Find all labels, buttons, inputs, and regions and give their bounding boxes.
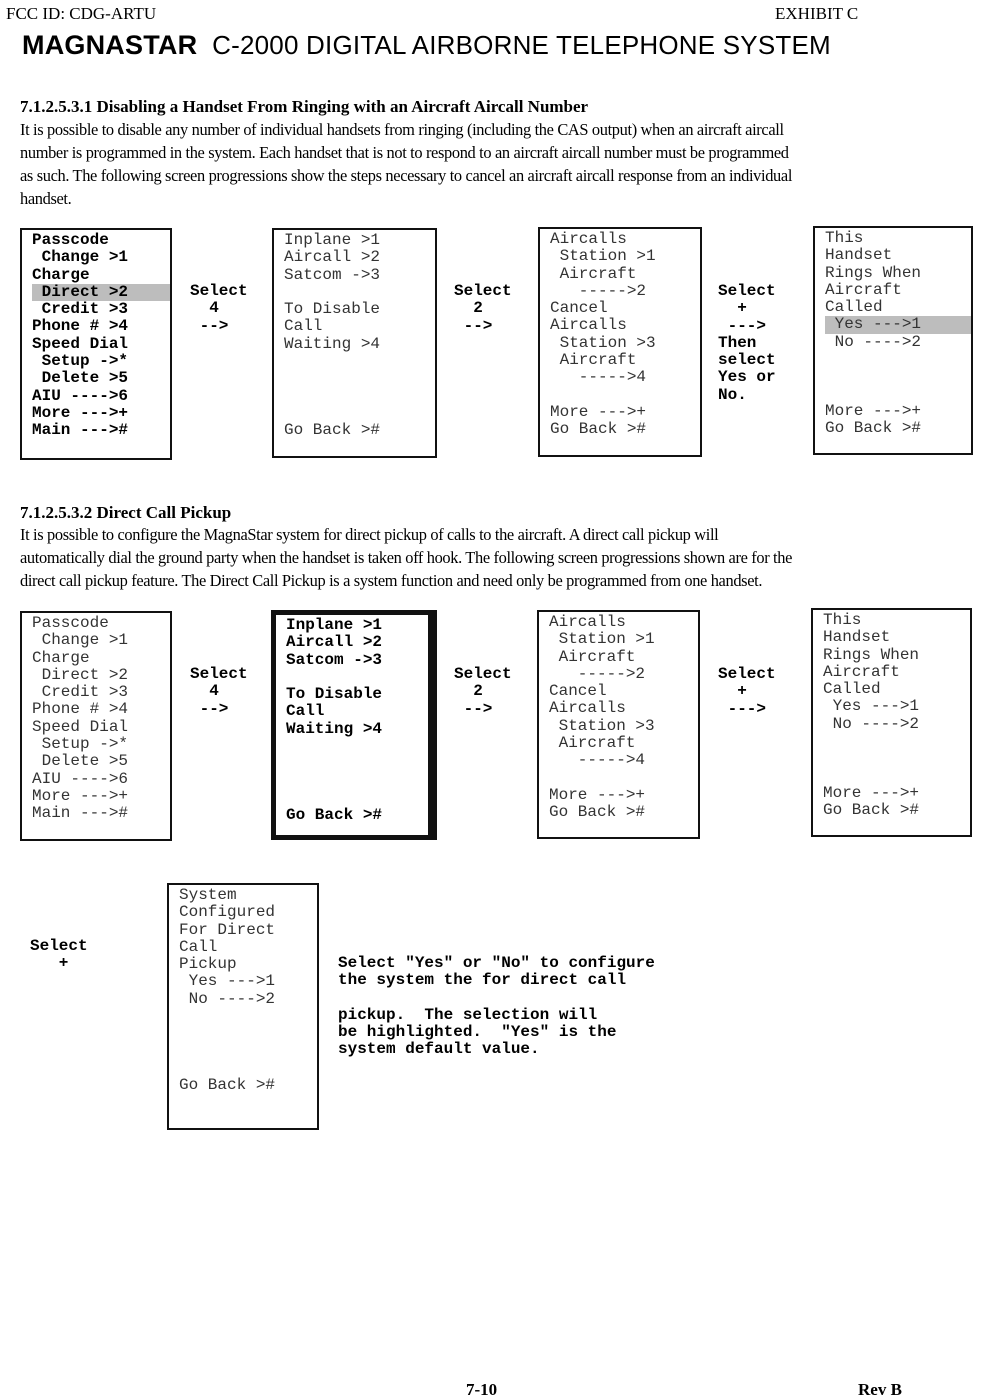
screen-line	[286, 755, 428, 772]
screen-line: Go Back >#	[286, 806, 383, 825]
instruction-line: be highlighted. "Yes" is the	[338, 1023, 617, 1042]
screen-line	[286, 773, 428, 790]
screen-line: Station >3	[550, 333, 656, 352]
screen-line	[823, 750, 970, 767]
screen-line-highlighted: Yes --->1	[825, 316, 971, 333]
screen-line	[179, 1043, 317, 1060]
screen-line	[284, 353, 435, 370]
brand-name: MAGNASTAR	[22, 30, 198, 60]
revision-label: Rev B	[858, 1380, 902, 1399]
screen-line	[179, 1008, 317, 1025]
instruction-line: Then	[718, 333, 757, 352]
screen-line: This	[825, 229, 864, 247]
instruction-line: Select	[718, 282, 776, 300]
handset-screen	[20, 611, 172, 841]
screen-line: Setup ->*	[32, 352, 129, 371]
screen-line	[286, 790, 428, 807]
screen-line: No ---->2	[179, 989, 276, 1008]
screen-line: ----->2	[549, 664, 646, 683]
screen-line	[284, 370, 435, 387]
screen-line: More --->+	[549, 785, 646, 804]
instruction-line: 4	[190, 299, 219, 318]
section-paragraph	[20, 118, 994, 210]
screen-line: Aircraft	[550, 351, 637, 370]
screen-line: Go Back >#	[550, 420, 647, 439]
handset-screen-selected	[271, 610, 437, 840]
handset-screen	[272, 228, 437, 458]
screen-line: Go Back >#	[823, 801, 920, 820]
step-instruction	[454, 283, 512, 335]
screen-line: Called	[825, 298, 883, 317]
screen-line: Inplane >1	[284, 231, 381, 249]
instruction-line: 2	[454, 299, 483, 318]
screen-line-highlighted: Direct >2	[32, 284, 170, 301]
instruction-line: 4	[190, 682, 219, 701]
instruction-line: Select	[190, 282, 248, 300]
section-heading: 7.1.2.5.3.2 Direct Call Pickup	[20, 503, 232, 522]
screen-line: Station >1	[549, 630, 655, 649]
screen-line: Inplane >1	[286, 616, 383, 634]
screen-line	[179, 1025, 317, 1042]
screen-line: Passcode	[32, 614, 109, 632]
screen-line	[284, 284, 435, 301]
screen-line: More --->+	[32, 786, 129, 805]
screen-line: Delete >5	[32, 752, 129, 771]
step-instruction	[190, 283, 248, 335]
screen-line	[825, 351, 971, 368]
screen-line: Handset	[823, 628, 891, 647]
screen-line: Satcom ->3	[286, 650, 383, 669]
instruction-line: +	[718, 682, 747, 701]
paragraph-line: It is possible to disable any number of individual handsets from ringing (including the CAS output) when an aircraft aircall	[20, 120, 784, 139]
screen-line: To Disable	[284, 300, 381, 319]
screen-line	[284, 388, 435, 405]
screen-line: More --->+	[825, 401, 922, 420]
screen-line: AIU ---->6	[32, 386, 129, 405]
screen-line: Aircalls	[549, 699, 626, 718]
instruction-line: +	[30, 954, 69, 973]
screen-line: Speed Dial	[32, 334, 129, 353]
screen-line: Call	[284, 317, 323, 336]
screen-line: Called	[823, 680, 881, 699]
handset-screen	[20, 228, 172, 460]
section-paragraph	[20, 523, 994, 592]
instruction-line: Yes or	[718, 368, 776, 387]
screen-line: More --->+	[550, 402, 647, 421]
instruction-line: +	[718, 299, 747, 318]
screen-line: Go Back >#	[179, 1076, 276, 1095]
screen-line: Charge	[32, 648, 90, 667]
paragraph-line: It is possible to configure the MagnaStar system for direct pickup of calls to the aircraft. A direct call pickup will	[20, 525, 719, 544]
screen-line: Configured	[179, 903, 276, 922]
system-name: C-2000 DIGITAL AIRBORNE TELEPHONE SYSTEM	[212, 30, 831, 60]
instruction-line: pickup. The selection will	[338, 1005, 598, 1024]
instruction-line: -->	[190, 699, 229, 718]
instruction-line: -->	[190, 316, 229, 335]
document-title	[22, 30, 831, 61]
instruction-line: -->	[454, 699, 493, 718]
screen-line: Cancel	[549, 682, 607, 701]
screen-line: Pickup	[179, 955, 237, 974]
screen-line: Speed Dial	[32, 717, 129, 736]
screen-line	[286, 669, 428, 686]
screen-line: More --->+	[823, 783, 920, 802]
instruction-line: --->	[718, 316, 767, 335]
screen-line: Go Back >#	[549, 803, 646, 822]
screen-line: Main --->#	[32, 421, 129, 440]
screen-line: Charge	[32, 265, 90, 284]
screen-line	[549, 770, 698, 787]
instruction-line: -->	[454, 316, 493, 335]
screen-line: Satcom ->3	[284, 265, 381, 284]
screen-line: Handset	[825, 246, 893, 265]
step-instruction	[190, 666, 248, 718]
screen-line: Phone # >4	[32, 317, 129, 336]
instruction-line: Select	[454, 665, 512, 683]
screen-line: Credit >3	[32, 300, 129, 319]
screen-line: This	[823, 611, 862, 629]
screen-line: Station >3	[549, 716, 655, 735]
instruction-line: Select	[454, 282, 512, 300]
screen-line	[284, 405, 435, 422]
screen-line: Cancel	[550, 299, 608, 318]
screen-line: Delete >5	[32, 369, 129, 388]
step-instruction	[718, 666, 776, 718]
screen-line: Aircalls	[549, 613, 626, 631]
screen-line: Aircraft	[825, 280, 902, 299]
screen-line: Phone # >4	[32, 700, 129, 719]
screen-line: Call	[179, 937, 218, 956]
instruction-line: 2	[454, 682, 483, 701]
screen-line	[823, 733, 970, 750]
handset-screen	[538, 227, 702, 457]
instruction-line: system default value.	[338, 1040, 540, 1059]
screen-line: Aircalls	[550, 316, 627, 335]
screen-line: Change >1	[32, 631, 129, 650]
screen-line: Go Back >#	[284, 421, 381, 440]
screen-line	[823, 768, 970, 785]
screen-line: Direct >2	[32, 665, 129, 684]
screen-line	[179, 1060, 317, 1077]
configuration-note	[338, 955, 655, 1059]
instruction-line: Select	[30, 937, 88, 955]
paragraph-line: handset.	[20, 189, 72, 208]
screen-line	[825, 368, 971, 385]
screen-line: More --->+	[32, 403, 129, 422]
screen-line: For Direct	[179, 920, 276, 939]
instruction-line: --->	[718, 699, 767, 718]
screen-line: Yes --->1	[823, 697, 920, 716]
paragraph-line: as such. The following screen progressions show the steps necessary to cancel an aircraft aircall response from an individual	[20, 166, 793, 185]
screen-line: Change >1	[32, 248, 129, 267]
screen-line: Aircraft	[550, 264, 637, 283]
instruction-line: Select "Yes" or "No" to configure	[338, 954, 655, 972]
handset-screen	[813, 226, 973, 455]
step-instruction	[718, 283, 776, 404]
screen-line: AIU ---->6	[32, 769, 129, 788]
handset-screen	[537, 610, 700, 839]
screen-line: Aircraft	[823, 662, 900, 681]
handset-screen	[811, 608, 972, 837]
screen-line: Setup ->*	[32, 735, 129, 754]
screen-line: No ---->2	[823, 714, 920, 733]
screen-line: Rings When	[823, 645, 920, 664]
instruction-line: select	[718, 351, 776, 370]
instruction-line: Select	[190, 665, 248, 683]
instruction-line	[338, 990, 655, 1007]
screen-line	[825, 386, 971, 403]
screen-line: Aircraft	[549, 647, 636, 666]
screen-line: Passcode	[32, 231, 109, 249]
screen-line: No ---->2	[825, 332, 922, 351]
screen-line: Go Back >#	[825, 419, 922, 438]
paragraph-line: direct call pickup feature. The Direct Call Pickup is a system function and need only be programmed from one handset.	[20, 571, 763, 590]
screen-line: To Disable	[286, 685, 383, 704]
screen-line: ----->4	[549, 751, 646, 770]
screen-line: Aircall >2	[286, 633, 383, 652]
paragraph-line: automatically dial the ground party when the handset is taken off hook. The following screen progressions shown are for the	[20, 548, 793, 567]
screen-line: Credit >3	[32, 683, 129, 702]
screen-line: Station >1	[550, 247, 656, 266]
screen-line: System	[179, 886, 237, 904]
screen-line	[550, 387, 700, 404]
screen-line: Call	[286, 702, 325, 721]
screen-line: Rings When	[825, 263, 922, 282]
exhibit-label: EXHIBIT C	[775, 4, 859, 23]
step-instruction	[30, 938, 88, 973]
screen-line: ----->2	[550, 281, 647, 300]
screen-line: Yes --->1	[179, 972, 276, 991]
step-instruction	[454, 666, 512, 718]
instruction-line: No.	[718, 385, 747, 404]
screen-line	[286, 738, 428, 755]
page-number: 7-10	[466, 1380, 498, 1399]
paragraph-line: number is programmed in the system. Each handset that is not to respond to an aircraft aircall number must be programmed	[20, 143, 789, 162]
handset-screen	[167, 883, 319, 1130]
screen-line: Aircall >2	[284, 248, 381, 267]
fcc-id: FCC ID: CDG-ARTU	[6, 4, 157, 23]
screen-line: Waiting >4	[284, 334, 381, 353]
screen-line: ----->4	[550, 368, 647, 387]
screen-line: Aircraft	[549, 734, 636, 753]
screen-line: Aircalls	[550, 230, 627, 248]
screen-line: Main --->#	[32, 804, 129, 823]
instruction-line: the system the for direct call	[338, 971, 627, 990]
screen-line: Waiting >4	[286, 719, 383, 738]
instruction-line: Select	[718, 665, 776, 683]
section-heading: 7.1.2.5.3.1 Disabling a Handset From Ringing with an Aircraft Aircall Number	[20, 97, 589, 116]
